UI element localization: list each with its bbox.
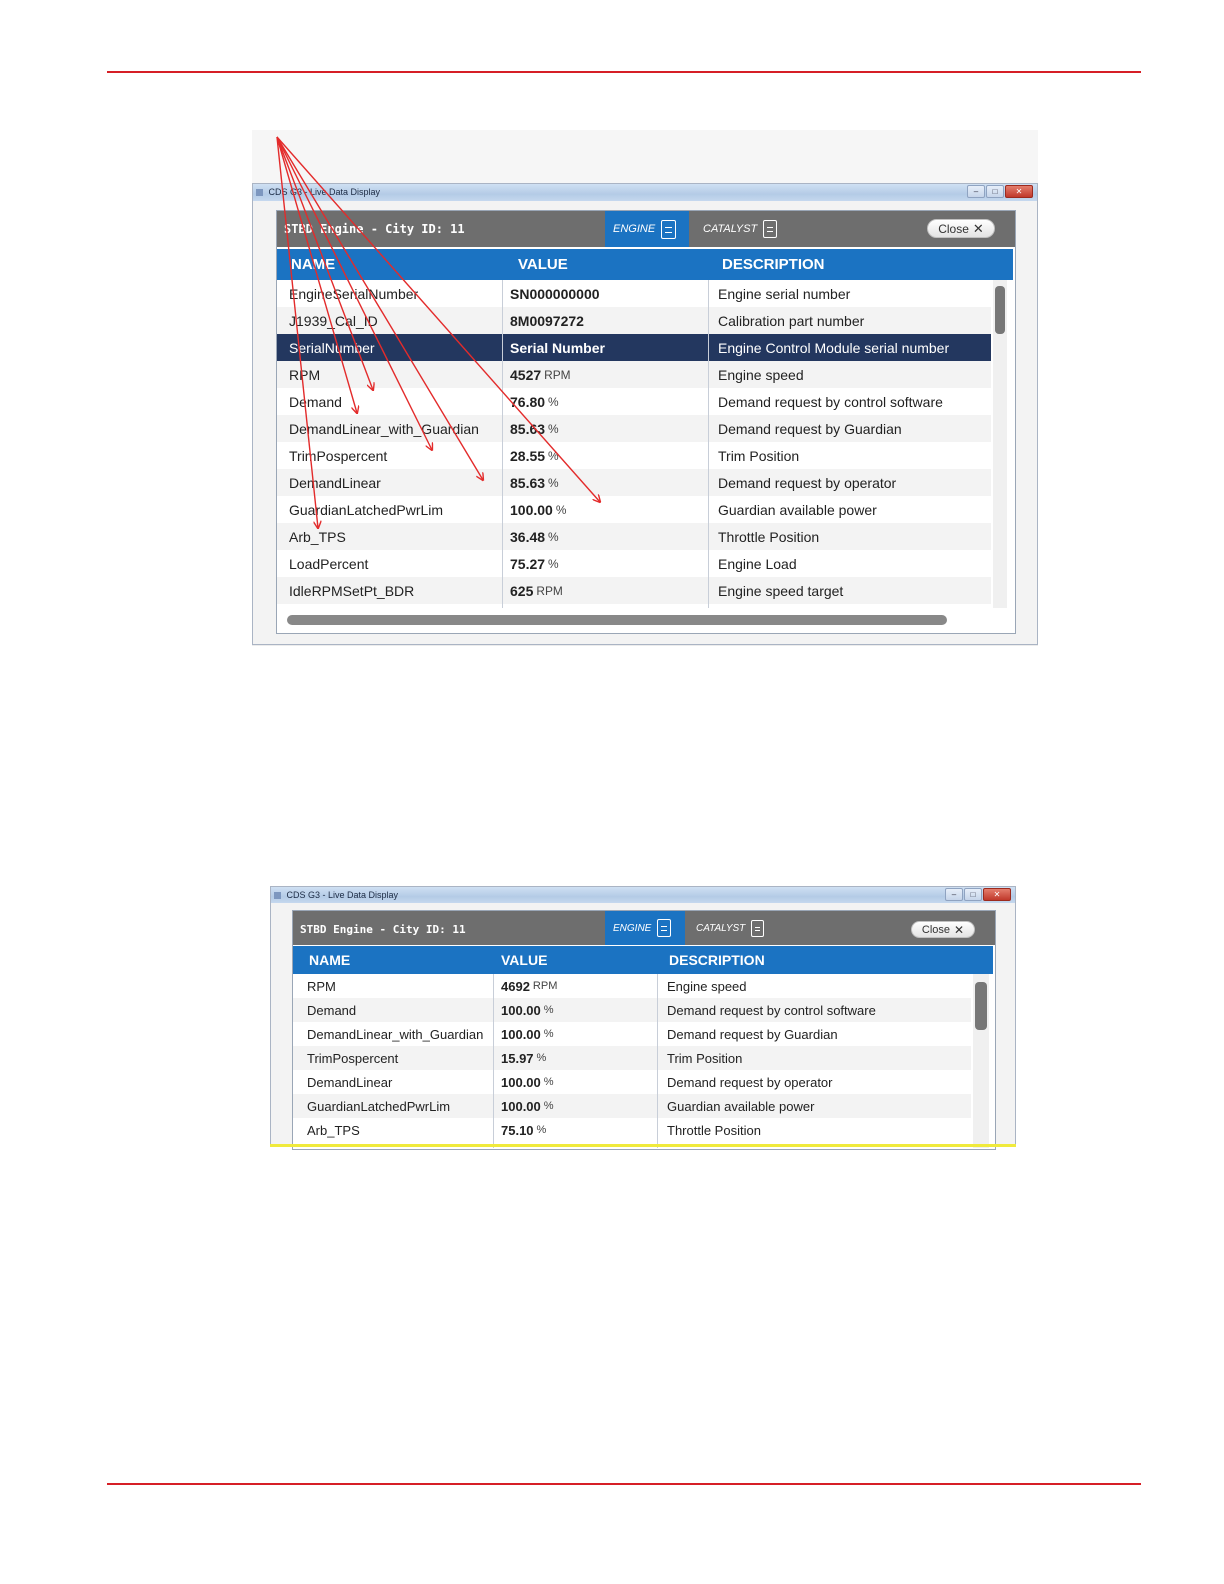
cell-value xyxy=(510,361,714,388)
value-number: 100.00 xyxy=(501,1098,541,1114)
window-titlebar[interactable] xyxy=(253,184,1037,201)
cell-description: Demand request by operator xyxy=(718,474,897,491)
value-number: 100.00 xyxy=(501,1002,541,1018)
cell-value xyxy=(501,974,663,998)
table-row[interactable] xyxy=(277,361,991,388)
cell-name: SerialNumber xyxy=(289,339,375,356)
value-unit: % xyxy=(536,1052,547,1064)
cell-value xyxy=(510,577,714,604)
value-unit: % xyxy=(543,1028,554,1040)
cell-description: Guardian available power xyxy=(667,1098,815,1114)
cell-name: RPM xyxy=(289,366,321,383)
cell-name: GuardianLatchedPwrLim xyxy=(307,1098,451,1114)
cell-value xyxy=(501,998,663,1022)
table-row[interactable] xyxy=(277,307,991,334)
panel-header xyxy=(293,911,995,945)
table-row[interactable] xyxy=(277,442,991,469)
cell-value xyxy=(510,415,714,442)
app-icon xyxy=(274,892,281,899)
horizontal-scroll-thumb[interactable] xyxy=(287,615,947,625)
table-row[interactable] xyxy=(293,974,971,998)
cell-description: Calibration part number xyxy=(718,312,865,329)
column-header-description[interactable]: DESCRIPTION xyxy=(669,952,765,968)
value-number: 75.10 xyxy=(501,1122,534,1138)
cell-name: Demand xyxy=(289,393,342,410)
value-number: 85.63 xyxy=(510,474,546,491)
value-unit: % xyxy=(548,421,559,436)
value-unit: % xyxy=(543,1100,554,1112)
cell-name: DemandLinear_with_Guardian xyxy=(289,420,479,437)
column-header-value[interactable]: VALUE xyxy=(501,952,548,968)
cell-name: DemandLinear xyxy=(307,1074,393,1090)
cell-description: Demand request by Guardian xyxy=(667,1026,838,1042)
cell-name: DemandLinear_with_Guardian xyxy=(307,1026,484,1042)
cell-value xyxy=(510,307,714,334)
table-row[interactable] xyxy=(293,1094,971,1118)
window-title: CDS G3 - Live Data Display xyxy=(268,187,381,197)
bottom-red-rule xyxy=(107,1483,1141,1485)
cell-description: Demand request by control software xyxy=(718,393,943,410)
catalyst-tab-icon xyxy=(751,920,764,937)
tab-catalyst[interactable] xyxy=(688,911,772,945)
cell-description: Engine Control Module serial number xyxy=(718,339,950,356)
cell-description: Engine speed xyxy=(718,366,804,383)
cell-name: IdleRPMSetPt_BDR xyxy=(289,582,415,599)
value-number: 4527 xyxy=(510,366,542,383)
value-number: 36.48 xyxy=(510,528,546,545)
table-row[interactable] xyxy=(293,1118,971,1142)
horizontal-scrollbar[interactable] xyxy=(287,615,947,625)
cell-name: Arb_TPS xyxy=(307,1122,360,1138)
cell-description: Trim Position xyxy=(667,1050,743,1066)
cell-value xyxy=(510,469,714,496)
table-row[interactable] xyxy=(293,1046,971,1070)
cell-description: Throttle Position xyxy=(718,528,820,545)
panel-close-button[interactable] xyxy=(911,921,975,938)
cell-value xyxy=(510,388,714,415)
vertical-scroll-thumb[interactable] xyxy=(975,982,987,1030)
cell-description: Trim Position xyxy=(718,447,800,464)
value-number: 100.00 xyxy=(501,1026,541,1042)
engine-data-panel xyxy=(292,910,996,1150)
cell-value xyxy=(501,1046,663,1070)
value-number: 8M0097272 xyxy=(510,312,584,329)
cell-value xyxy=(510,334,714,361)
value-unit: RPM xyxy=(532,980,558,992)
table-row[interactable] xyxy=(277,496,991,523)
value-number: 100.00 xyxy=(510,501,553,518)
value-unit: % xyxy=(543,1004,554,1016)
minimize-button[interactable]: – xyxy=(945,888,963,901)
value-number: 85.63 xyxy=(510,420,546,437)
cell-value xyxy=(510,523,714,550)
cell-name: Arb_TPS xyxy=(289,528,346,545)
engine-tab-icon xyxy=(661,220,676,239)
catalyst-tab-icon xyxy=(763,220,777,238)
window-title: CDS G3 - Live Data Display xyxy=(286,890,399,900)
cell-value xyxy=(510,496,714,523)
engine-data-panel xyxy=(276,210,1016,634)
table-row-selected[interactable] xyxy=(277,334,991,361)
cell-name: EngineSerialNumber xyxy=(289,285,419,302)
cell-value xyxy=(501,1022,663,1046)
value-number: 625 xyxy=(510,582,534,599)
maximize-button[interactable]: □ xyxy=(964,888,982,901)
tab-engine[interactable] xyxy=(605,211,689,247)
cell-description: Engine serial number xyxy=(718,285,851,302)
close-x-icon: ✕ xyxy=(954,922,965,937)
table-row[interactable] xyxy=(277,550,991,577)
tab-catalyst-label: CATALYST xyxy=(703,223,758,235)
table-body xyxy=(293,974,971,1148)
table-body xyxy=(277,280,991,608)
table-header xyxy=(277,249,1013,280)
live-data-window-2 xyxy=(270,886,1016,1147)
cell-description: Engine speed xyxy=(667,978,747,994)
cell-value xyxy=(501,1070,663,1094)
cell-description: Demand request by operator xyxy=(667,1074,833,1090)
value-unit: % xyxy=(543,1076,554,1088)
cell-name: TrimPospercent xyxy=(289,447,388,464)
column-divider xyxy=(708,280,709,608)
tab-catalyst[interactable] xyxy=(695,211,785,247)
highlight-underline xyxy=(270,1144,1016,1147)
column-header-name[interactable]: NAME xyxy=(309,952,351,968)
vertical-scroll-thumb[interactable] xyxy=(995,286,1005,334)
table-row[interactable] xyxy=(293,1022,971,1046)
tab-engine[interactable] xyxy=(605,911,685,945)
cell-description: Demand request by Guardian xyxy=(718,420,902,437)
value-number: 75.27 xyxy=(510,555,546,572)
vertical-scrollbar[interactable] xyxy=(993,280,1007,608)
panel-close-button[interactable] xyxy=(927,219,995,238)
cell-value xyxy=(510,442,714,469)
value-unit: % xyxy=(555,502,567,517)
minimize-button[interactable]: – xyxy=(967,185,985,198)
tab-catalyst-label: CATALYST xyxy=(696,922,746,934)
value-number: Serial Number xyxy=(510,339,605,356)
cell-name: J1939_Cal_ID xyxy=(289,312,378,329)
cell-name: LoadPercent xyxy=(289,555,369,572)
window-close-button[interactable]: ✕ xyxy=(983,888,1011,901)
maximize-button[interactable]: □ xyxy=(986,185,1004,198)
table-row[interactable] xyxy=(277,415,991,442)
column-header-value[interactable]: VALUE xyxy=(518,256,568,273)
value-unit: % xyxy=(548,448,559,463)
window-close-button[interactable]: ✕ xyxy=(1005,185,1033,198)
value-unit: % xyxy=(536,1124,547,1136)
cell-value xyxy=(501,1118,663,1142)
table-row[interactable] xyxy=(277,388,991,415)
cell-description: Engine Load xyxy=(718,555,797,572)
cell-description: Engine speed target xyxy=(718,582,844,599)
tab-engine-label: ENGINE xyxy=(613,223,656,235)
app-icon xyxy=(256,189,263,196)
cell-value xyxy=(510,280,714,307)
window-titlebar[interactable] xyxy=(271,887,1015,903)
table-row[interactable] xyxy=(293,1070,971,1094)
value-number: 15.97 xyxy=(501,1050,534,1066)
tab-engine-label: ENGINE xyxy=(613,922,652,934)
value-number: 100.00 xyxy=(501,1074,541,1090)
table-header xyxy=(293,946,993,974)
value-number: 4692 xyxy=(501,978,530,994)
table-row[interactable] xyxy=(277,577,991,604)
close-label: Close xyxy=(938,221,969,236)
value-unit: % xyxy=(548,529,559,544)
value-number: 76.80 xyxy=(510,393,546,410)
engine-tab-icon xyxy=(657,919,671,937)
table-row[interactable] xyxy=(277,469,991,496)
cell-value xyxy=(510,550,714,577)
cell-description: Throttle Position xyxy=(667,1122,761,1138)
value-number: 28.55 xyxy=(510,447,546,464)
cell-description: Guardian available power xyxy=(718,501,877,518)
value-number: SN000000000 xyxy=(510,285,600,302)
value-unit: RPM xyxy=(536,583,563,598)
column-divider xyxy=(493,974,494,1148)
cell-description: Demand request by control software xyxy=(667,1002,876,1018)
panel-title: STBD Engine - City ID: 11 xyxy=(300,923,466,936)
panel-header xyxy=(277,211,1015,247)
column-divider xyxy=(657,974,658,1148)
close-label: Close xyxy=(921,923,951,936)
cell-name: RPM xyxy=(307,978,336,994)
close-x-icon: ✕ xyxy=(972,220,984,236)
column-header-description[interactable]: DESCRIPTION xyxy=(722,256,825,273)
cell-name: TrimPospercent xyxy=(307,1050,399,1066)
value-unit: RPM xyxy=(544,367,571,382)
cell-name: DemandLinear xyxy=(289,474,381,491)
live-data-window-1 xyxy=(252,183,1038,645)
cell-name: Demand xyxy=(307,1002,357,1018)
value-unit: % xyxy=(548,475,559,490)
column-divider xyxy=(502,280,503,608)
cell-value xyxy=(501,1094,663,1118)
table-row[interactable] xyxy=(277,280,991,307)
table-row[interactable] xyxy=(293,998,971,1022)
cell-name: GuardianLatchedPwrLim xyxy=(289,501,444,518)
vertical-scrollbar[interactable] xyxy=(973,974,989,1148)
panel-title: STBD Engine - City ID: 11 xyxy=(284,222,465,236)
table-row[interactable] xyxy=(277,523,991,550)
column-header-name[interactable]: NAME xyxy=(291,256,336,273)
top-red-rule xyxy=(107,71,1141,73)
value-unit: % xyxy=(548,394,559,409)
value-unit: % xyxy=(548,556,559,571)
